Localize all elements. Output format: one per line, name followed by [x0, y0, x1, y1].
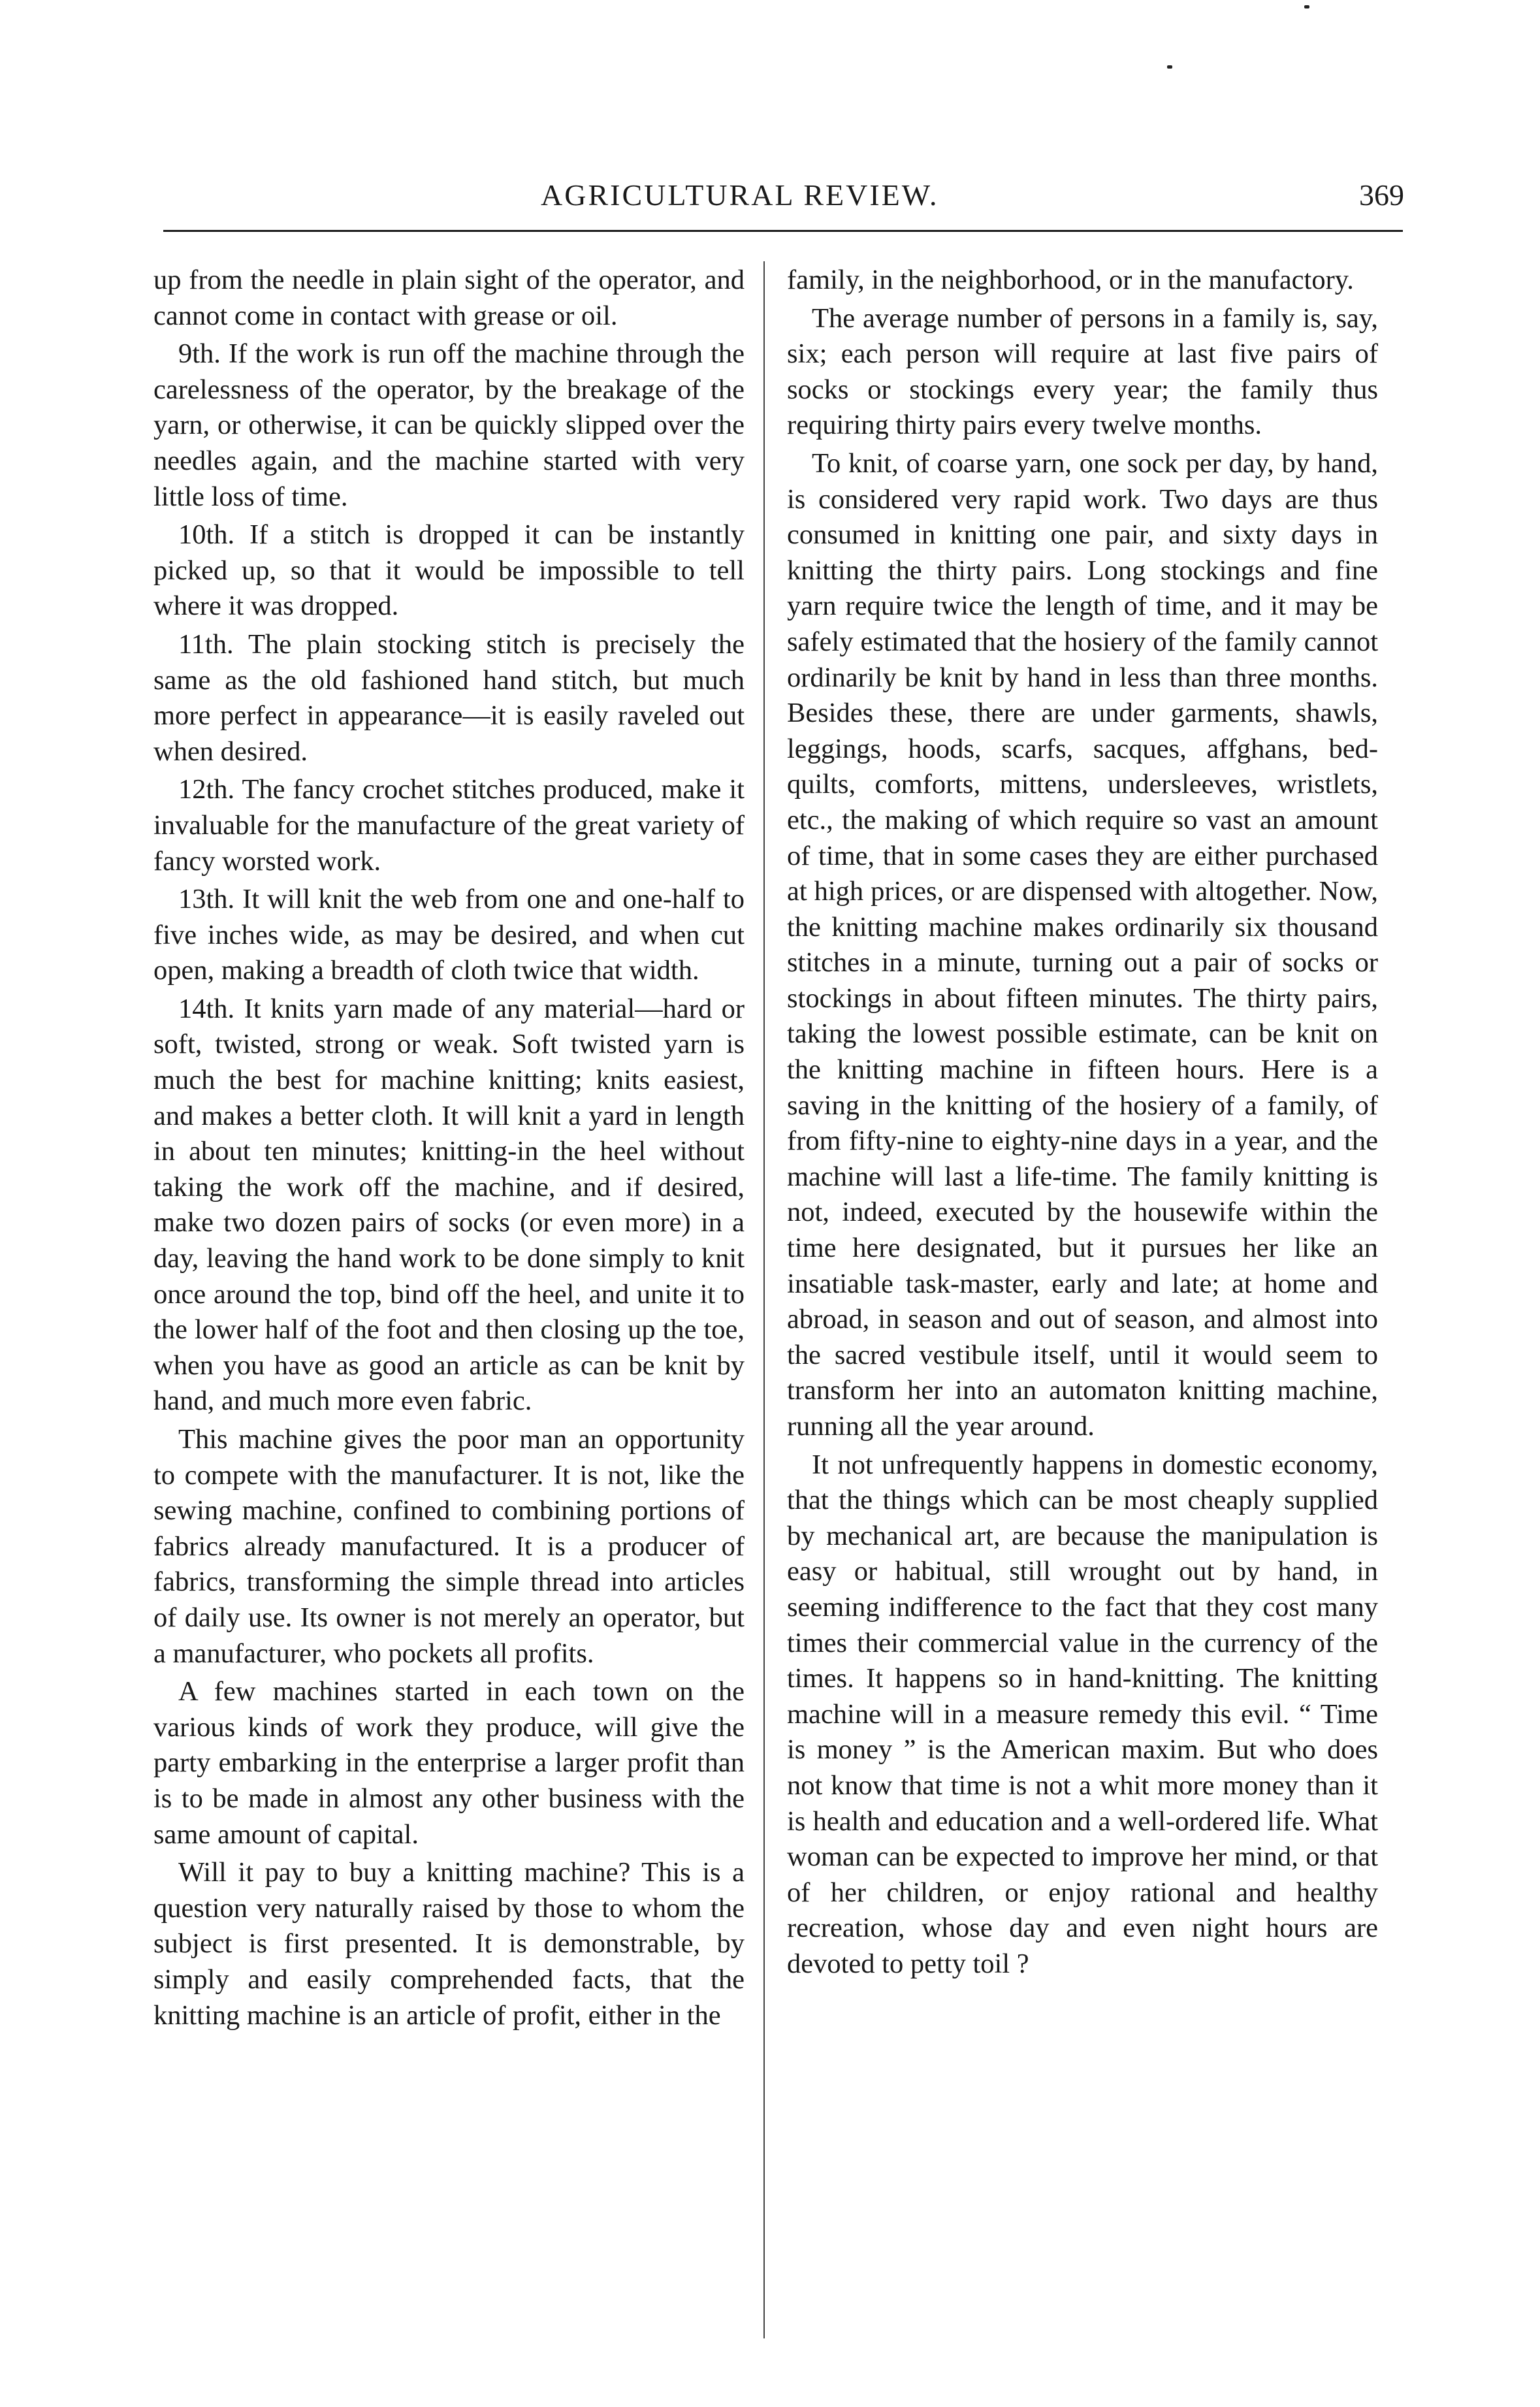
paragraph: 14th. It knits yarn made of any material—hard or soft, twisted, strong or weak. Soft twisted yarn is much the best for machine knitting; knits easiest, and makes a better cloth. It will knit a yard in length in about ten minutes; knitting-in the heel without taking the work off the machine, and if desired, make two dozen pairs of socks (or even more) in a day, leaving the hand work to be done simply to knit once around the top, bind off the heel, and unite it to the lower half of the foot and then closing up the toe, when you have as good an article as can be knit by hand, and much more even fabric. [153, 993, 745, 1417]
left-column [153, 263, 745, 2033]
print-speck [1304, 5, 1309, 8]
paragraph: A few machines started in each town on the various kinds of work they produce, will give the party embarking in the enterprise a larger profit than is to be made in almost any other business with the same amount of capital. [153, 1676, 745, 1850]
paragraph: 11th. The plain stocking stitch is precisely the same as the old fashioned hand stitch, but much more perfect in appearance—it is easily raveled out when desired. [153, 628, 745, 767]
paragraph: 9th. If the work is run off the machine through the carelessness of the operator, by the breakage of the yarn, or otherwise, it can be quickly slipped over the needles again, and the machine started with very little loss of time. [153, 338, 745, 512]
paragraph: It not unfrequently happens in domestic economy, that the things which can be most cheaply supplied by mechanical art, are because the manipulation is easy or habitual, still wrought out by hand, in seeming indifference to the fact that they cost many times their commercial value in the currency of the times. It happens so in hand-knitting. The knitting machine will in a measure remedy this evil. “ Time is money ” is the American maxim. But who does not know that time is not a whit more money than it is health and education and a well-ordered life. What woman can be expected to improve her mind, or that of her children, or enjoy rational and healthy recreation, whose day and even night hours are devoted to petty toil ? [787, 1449, 1378, 1979]
paragraph: 10th. If a stitch is dropped it can be instantly picked up, so that it would be impossible to tell where it was dropped. [153, 519, 745, 622]
paragraph: Will it pay to buy a knitting machine? This is a question very naturally raised by those to whom the subject is first presented. It is demonstrable, by simply and easily comprehended facts, that the knitting machine is an article of profit, either in the [153, 1857, 745, 2031]
right-column [787, 263, 1378, 1982]
paragraph: This machine gives the poor man an opportunity to compete with the manufacturer. It is not, like the sewing machine, confined to combining portions of fabrics already manufactured. It is a producer of fabrics, transforming the simple thread into articles of daily use. Its owner is not merely an operator, but a manufacturer, who pockets all profits. [153, 1424, 745, 1669]
page-number: 369 [1359, 178, 1404, 212]
paragraph: To knit, of coarse yarn, one sock per day, by hand, is considered very rapid work. Two days are thus consumed in knitting one pair, and sixty days in knitting the thirty pairs. Long stockings and fine yarn require twice the length of time, and it may be safely estimated that the hosiery of the family cannot ordinarily be knit by hand in less than three months. Besides these, there are under garments, shawls, leggings, hoods, scarfs, sacques, affghans, bed-quilts, comforts, mittens, undersleeves, wristlets, etc., the making of which require so vast an amount of time, that in some cases they are either purchased at high prices, or are dispensed with altogether. Now, the knitting machine makes ordinarily six thousand stitches in a minute, turning out a pair of socks or stockings in about fifteen minutes. The thirty pairs, taking the lowest possible estimate, can be knit on the knitting machine in fifteen hours. Here is a saving in the knitting of the hosiery of a family, of from fifty-nine to eighty-nine days in a year, and the machine will last a life-time. The family knitting is not, indeed, executed by the housewife within the time here designated, but it pursues her like an insatiable task-master, early and late; at home and abroad, in season and out of season, and almost into the sacred vestibule itself, until it would seem to transform her into an automaton knitting machine, running all the year around. [787, 447, 1378, 1442]
paragraph: 13th. It will knit the web from one and one-half to five inches wide, as may be desired, and when cut open, making a breadth of cloth twice that width. [153, 884, 745, 986]
print-speck [1167, 65, 1172, 69]
paragraph: up from the needle in plain sight of the operator, and cannot come in contact with grease or oil. [153, 265, 745, 331]
column-divider [763, 261, 765, 2338]
paragraph: 12th. The fancy crochet stitches produced, make it invaluable for the manufacture of the great variety of fancy worsted work. [153, 774, 745, 877]
paragraph: family, in the neighborhood, or in the manufactory. [787, 265, 1354, 295]
paragraph: The average number of persons in a family is, say, six; each person will require at last five pairs of socks or stockings every year; the family thus requiring thirty pairs every twelve months. [787, 302, 1378, 441]
running-title: AGRICULTURAL REVIEW. [541, 178, 939, 212]
running-header [163, 178, 1404, 217]
header-rule [163, 230, 1403, 232]
